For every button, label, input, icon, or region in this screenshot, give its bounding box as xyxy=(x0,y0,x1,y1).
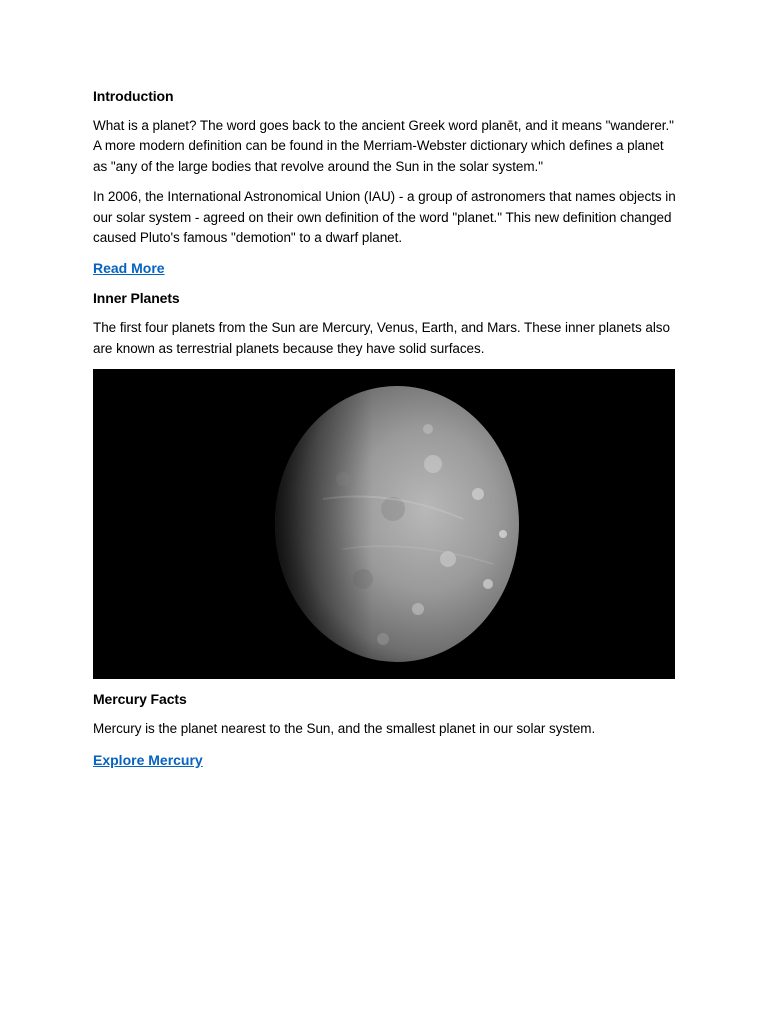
document-page xyxy=(93,86,678,780)
explore-mercury-link[interactable]: Explore Mercury xyxy=(93,751,203,768)
mercury-facts-paragraph: Mercury is the planet nearest to the Sun, and the smallest planet in our solar system. xyxy=(93,721,596,737)
mercury-planet-icon xyxy=(93,369,675,679)
read-more-link[interactable]: Read More xyxy=(93,260,165,277)
introduction-paragraph-1: What is a planet? The word goes back to the ancient Greek word planēt, and it means "wanderer." A more modern definition can be found in the Merriam-Webster dictionary which defines a planet as "any of the large bodies that revolve around the Sun in the solar system." xyxy=(93,118,674,174)
inner-planets-heading: Inner Planets xyxy=(93,290,180,307)
introduction-heading: Introduction xyxy=(93,88,174,104)
inner-planets-paragraph: The first four planets from the Sun are Mercury, Venus, Earth, and Mars. These inner planets also are known as terrestrial planets because they have solid surfaces. xyxy=(93,320,670,356)
mercury-facts-heading: Mercury Facts xyxy=(93,691,187,708)
introduction-paragraph-2: In 2006, the International Astronomical Union (IAU) - a group of astronomers that names objects in our solar system - agreed on their own definition of the word "planet." This new definition changed caused Pluto's famous "demotion" to a dwarf planet. xyxy=(93,189,676,246)
mercury-image xyxy=(93,369,675,679)
